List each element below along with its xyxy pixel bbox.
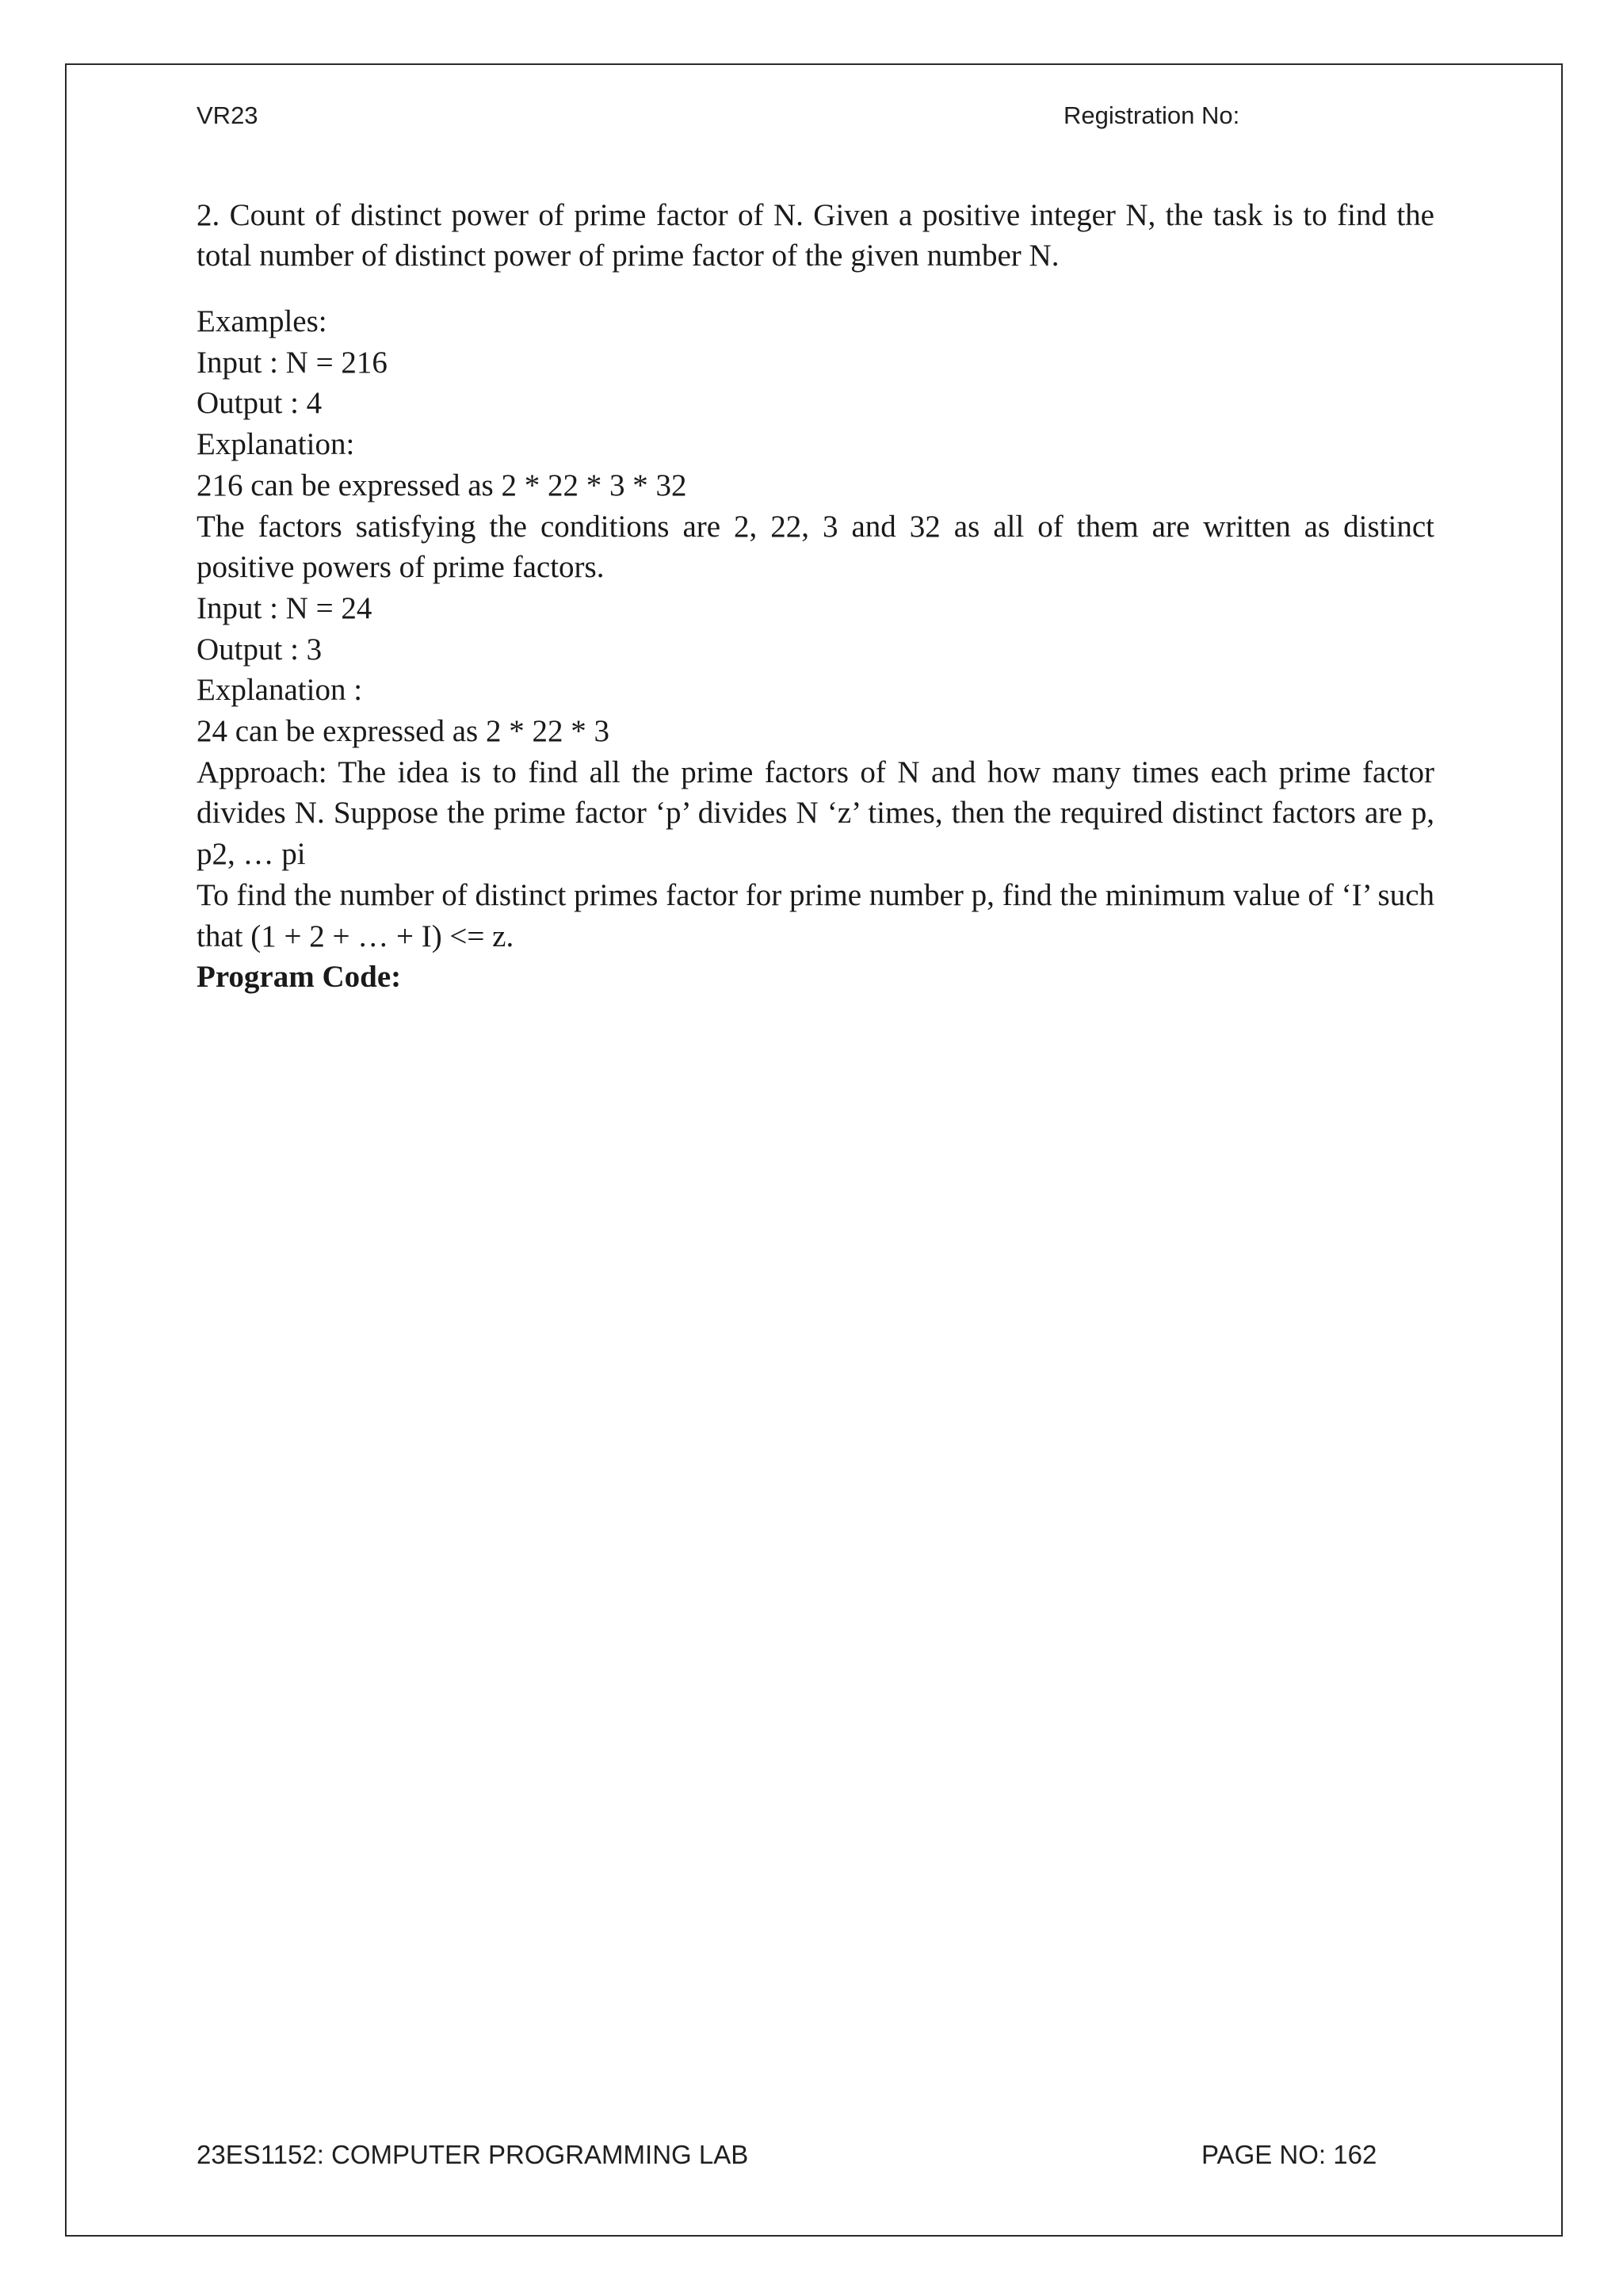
examples-label: Examples: [197,304,327,338]
example2-output: Output : 3 [197,632,323,667]
example2-explanation-label: Explanation : [197,673,363,708]
problem-body [197,301,1434,998]
find-rule-text: To find the number of distinct primes factor for prime number p, find the minimum value of ‘I’ such that (1 + 2 + … + I) <= z. [197,877,1434,953]
example2-input: Input : N = 24 [197,590,372,625]
program-code-heading: Program Code: [197,960,402,995]
example1-input: Input : N = 216 [197,345,388,380]
approach-text: Approach: The idea is to find all the prime factors of N and how many times each prime factor divides N. Suppose the prime factor ‘p’ divides N ‘z’ times, then the required distinct factors are p, p2, … pi [197,755,1434,872]
example1-output: Output : 4 [197,386,323,421]
footer-course-title: 23ES1152: COMPUTER PROGRAMMING LAB [197,2140,749,2169]
example1-factors-text: The factors satisfying the conditions are 2, 22, 3 and 32 as all of them are written as distinct positive powers of prime factors. [197,509,1434,585]
footer-page-number: PAGE NO: 162 [1201,2140,1377,2169]
problem-statement: 2. Count of distinct power of prime factor of N. Given a positive integer N, the task is to find the total number of distinct power of prime factor of the given number N. [197,198,1434,273]
example1-explanation-line: 216 can be expressed as 2 * 22 * 3 * 32 [197,468,687,502]
example2-explanation-line: 24 can be expressed as 2 * 22 * 3 [197,714,609,749]
header-registration-label: Registration No: [1064,101,1240,129]
header-course-code: VR23 [197,101,258,129]
example1-explanation-label: Explanation: [197,427,355,462]
